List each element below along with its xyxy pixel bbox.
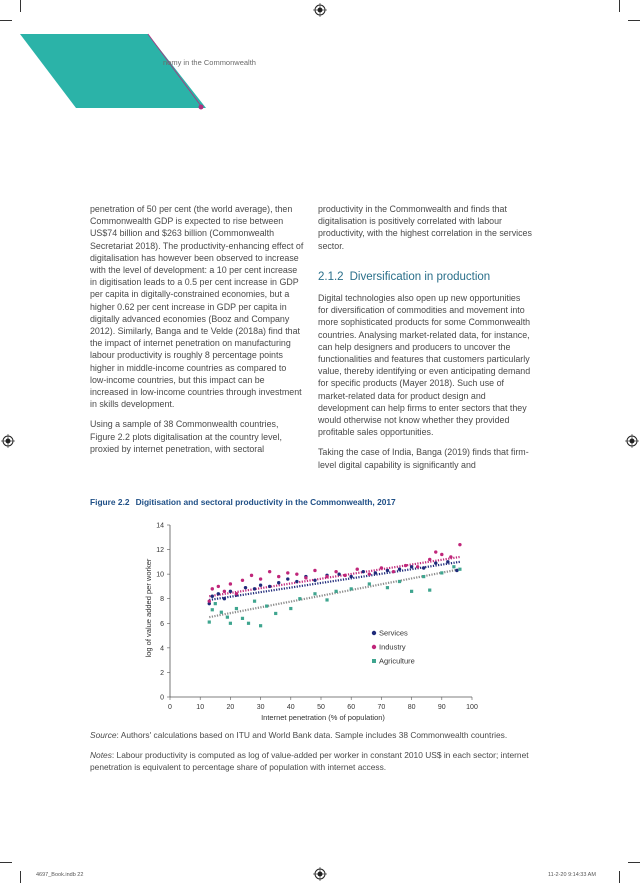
scatter-chart [130, 515, 490, 725]
x-tick-label: 10 [196, 704, 205, 711]
data-point-services [398, 568, 401, 571]
data-point-agriculture [241, 617, 244, 620]
data-point-industry [229, 582, 232, 585]
crop-mark [0, 20, 12, 21]
legend-marker [372, 659, 376, 663]
data-point-services [295, 580, 298, 583]
paragraph: Taking the case of India, Banga (2019) finds that firm-level digital capability is significantly and [318, 447, 529, 470]
data-point-agriculture [274, 612, 277, 615]
legend-marker [372, 631, 376, 635]
crop-mark [619, 871, 620, 883]
data-point-services [277, 581, 280, 584]
y-tick-label: 10 [156, 571, 164, 579]
data-point-industry [428, 558, 431, 561]
x-tick-label: 60 [347, 704, 356, 711]
data-point-industry [313, 569, 316, 572]
left-column [90, 203, 304, 463]
accent-dot [199, 105, 204, 110]
data-point-industry [277, 575, 280, 578]
data-point-agriculture [410, 590, 413, 593]
crop-mark [619, 0, 620, 12]
data-point-industry [434, 550, 437, 553]
source-text: : Authors' calculations based on ITU and World Bank data. Sample includes 38 Commonwealth countries. [116, 730, 508, 740]
data-point-agriculture [368, 582, 371, 585]
figure-notes [90, 750, 540, 773]
y-tick-label: 8 [160, 596, 164, 604]
data-point-industry [334, 570, 337, 573]
x-tick-label: 70 [377, 704, 386, 711]
data-point-industry [223, 590, 226, 593]
data-point-industry [325, 575, 328, 578]
data-point-agriculture [398, 580, 401, 583]
x-tick-label: 30 [256, 704, 265, 711]
data-point-industry [286, 571, 289, 574]
y-tick-label: 14 [156, 522, 164, 530]
data-point-services [217, 592, 220, 595]
y-tick-label: 0 [160, 694, 164, 702]
x-tick-label: 90 [437, 704, 446, 711]
legend-label-services: Services [379, 628, 408, 638]
running-title: nomy in the Commonwealth [163, 58, 256, 67]
data-point-industry [259, 577, 262, 580]
data-point-services [410, 565, 413, 568]
data-point-industry [356, 568, 359, 571]
data-point-services [374, 571, 377, 574]
data-point-services [259, 584, 262, 587]
right-column-top [318, 203, 533, 260]
data-point-agriculture [253, 600, 256, 603]
paragraph: Digital technologies also open up new opportunities for diversification of commodities and movement into more sophisticated products for some Commonwealth countries. Analysing market-related data, for instance, can help designers and producers to uncover the functionalities and features that customers particularly value, thereby identifying or even anticipating demand for specific products (Mayer 2018). Such use of market-related data for product design and development can help firms to enter sectors that they would otherwise not know whether they provided profitable sales opportunities. [318, 293, 531, 438]
y-tick-label: 4 [160, 645, 164, 653]
y-axis-label: log of value added per worker [144, 558, 153, 658]
data-point-agriculture [422, 575, 425, 578]
data-point-agriculture [440, 571, 443, 574]
y-tick-label: 2 [160, 669, 164, 677]
data-point-agriculture [235, 607, 238, 610]
notes-text: : Labour productivity is computed as log of value-added per worker in constant 2010 US$ in each sector; internet penetration is equivalent to percentage share of population with internet access. [90, 750, 529, 772]
data-point-agriculture [220, 611, 223, 614]
source-label: Source [90, 730, 117, 740]
data-point-industry [268, 570, 271, 573]
section-title: Diversification in production [349, 271, 491, 283]
data-point-industry [211, 587, 214, 590]
data-point-industry [368, 572, 371, 575]
data-point-agriculture [428, 589, 431, 592]
registration-mark-icon [313, 867, 327, 881]
data-point-services [253, 587, 256, 590]
legend-marker [372, 645, 376, 649]
data-point-industry [304, 576, 307, 579]
data-point-services [386, 569, 389, 572]
data-point-industry [235, 592, 238, 595]
data-point-agriculture [313, 592, 316, 595]
data-point-agriculture [211, 608, 214, 611]
data-point-industry [392, 570, 395, 573]
data-point-agriculture [289, 607, 292, 610]
data-point-services [223, 597, 226, 600]
data-point-agriculture [452, 565, 455, 568]
crop-mark [0, 862, 12, 863]
notes-label: Notes [90, 750, 112, 760]
registration-mark-icon [313, 3, 327, 17]
x-tick-label: 100 [466, 704, 478, 711]
data-point-industry [217, 585, 220, 588]
data-point-industry [250, 574, 253, 577]
x-axis-label: Internet penetration (% of population) [261, 713, 385, 722]
x-tick-label: 50 [317, 704, 325, 711]
data-point-industry [404, 564, 407, 567]
data-point-industry [208, 599, 211, 602]
data-point-industry [343, 574, 346, 577]
data-point-services [434, 561, 437, 564]
data-point-agriculture [229, 622, 232, 625]
data-point-agriculture [298, 597, 301, 600]
data-point-agriculture [259, 624, 262, 627]
crop-mark [20, 0, 21, 12]
y-tick-label: 6 [160, 620, 164, 628]
crop-mark [628, 862, 640, 863]
data-point-services [422, 566, 425, 569]
y-tick-label: 12 [156, 547, 164, 555]
data-point-services [313, 579, 316, 582]
data-point-services [244, 586, 247, 589]
registration-mark-icon [1, 434, 15, 448]
header-band [0, 30, 210, 112]
data-point-agriculture [335, 590, 338, 593]
section-heading [318, 271, 490, 283]
data-point-agriculture [214, 602, 217, 605]
data-point-agriculture [325, 598, 328, 601]
data-point-services [286, 577, 289, 580]
data-point-industry [295, 572, 298, 575]
data-point-industry [458, 543, 461, 546]
slug-file: 4697_Book.indb 22 [36, 872, 84, 878]
data-point-agriculture [386, 586, 389, 589]
legend-label-industry: Industry [379, 642, 406, 652]
crop-mark [20, 871, 21, 883]
section-number: 2.1.2 [318, 271, 344, 283]
x-tick-label: 80 [407, 704, 416, 711]
figure-title [90, 497, 396, 507]
data-point-services [362, 570, 365, 573]
data-point-agriculture [265, 604, 268, 607]
data-point-services [446, 560, 449, 563]
figure-label: Figure 2.2 [90, 497, 130, 507]
legend-label-agriculture: Agriculture [379, 656, 415, 666]
x-tick-label: 20 [226, 704, 235, 711]
paragraph: penetration of 50 per cent (the world average), then Commonwealth GDP is expected to rise between US$74 billion and $263 billion (Commonwealth Secretariat 2018). The productivity-enhancing effect of digitalisation has however been observed to increase with the level of development: a 10 per cent increase in digitisation leads to a 0.5 per cent increase in GDP per capita in digitally-constrained economies, but a higher 0.62 per cent increase in GDP per capita in digitally advanced economies (Booz and Company 2012). Similarly, Banga and te Velde (2018a) find that the impact of internet penetration on manufacturing labour productivity is roughly 8 percentage points higher in middle-income countries as compared to low-income countries, but this impact can be increased in low-income countries through investment in skills development. [90, 204, 304, 410]
paragraph: Using a sample of 38 Commonwealth countries, Figure 2.2 plots digitalisation at the country level, proxied by internet penetration, with sectoral [90, 419, 282, 454]
data-point-services [229, 590, 232, 593]
data-point-industry [440, 553, 443, 556]
data-point-services [455, 569, 458, 572]
data-point-agriculture [247, 622, 250, 625]
slug-timestamp: 11-2-20 9:14:33 AM [548, 872, 596, 878]
data-point-services [350, 575, 353, 578]
data-point-agriculture [226, 616, 229, 619]
paragraph: productivity in the Commonwealth and finds that digitalisation is positively correlated with labour productivity, with the highest correlation in the services sector. [318, 204, 532, 251]
right-column-body [318, 292, 533, 479]
registration-mark-icon [625, 434, 639, 448]
x-tick-label: 0 [168, 704, 172, 711]
x-tick-label: 40 [286, 704, 295, 711]
data-point-industry [416, 565, 419, 568]
data-point-agriculture [458, 568, 461, 571]
data-point-services [211, 595, 214, 598]
data-point-services [337, 572, 340, 575]
data-point-agriculture [350, 587, 353, 590]
data-point-services [268, 585, 271, 588]
crop-mark [628, 20, 640, 21]
figure-source [90, 730, 540, 742]
data-point-agriculture [208, 620, 211, 623]
data-point-industry [449, 555, 452, 558]
data-point-industry [241, 579, 244, 582]
figure-caption: Digitisation and sectoral productivity in the Commonwealth, 2017 [135, 497, 396, 507]
data-point-industry [380, 566, 383, 569]
